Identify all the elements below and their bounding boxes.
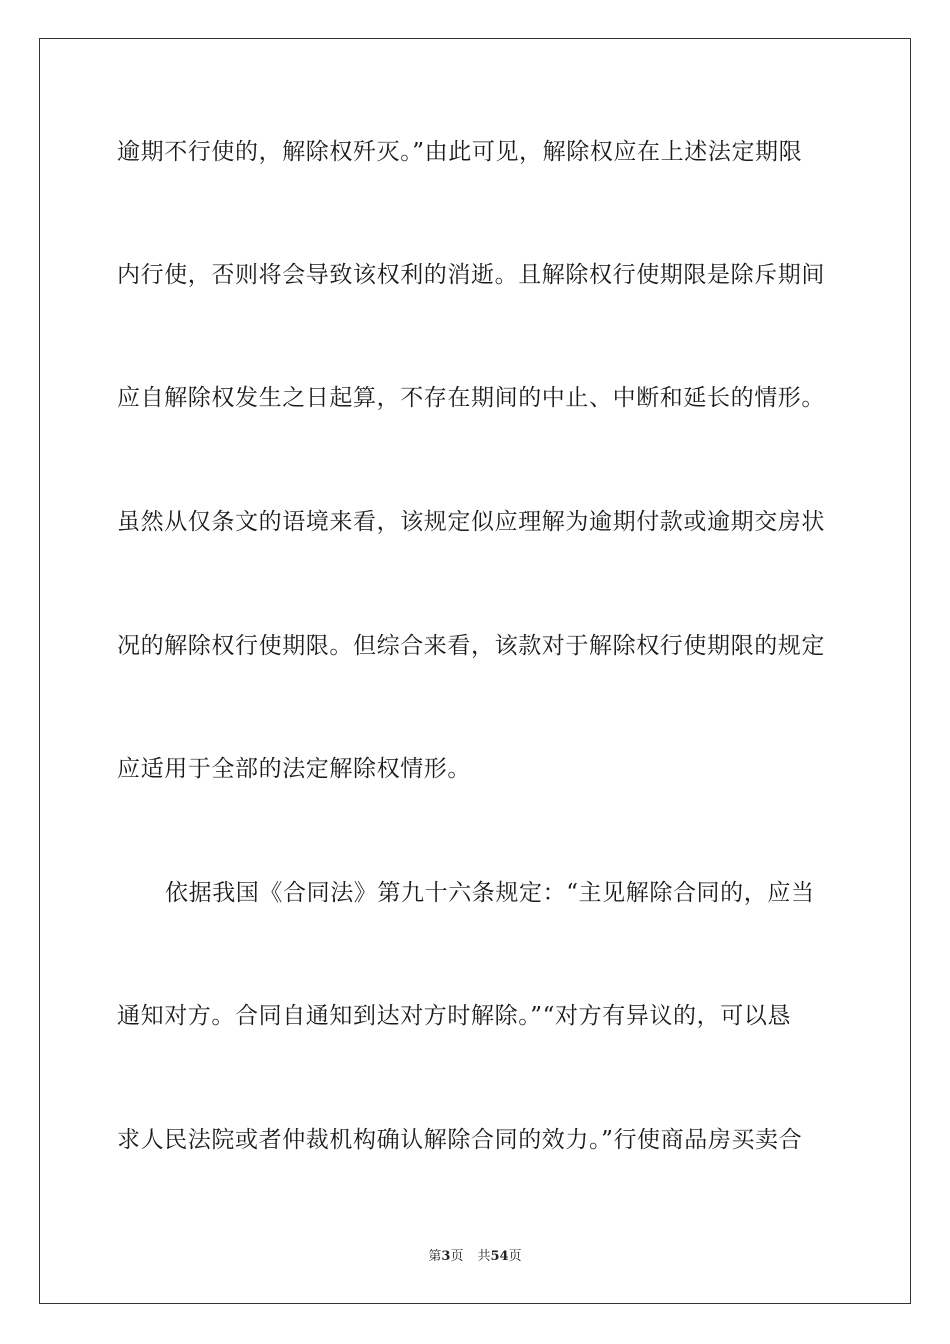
body-text-line: 应自解除权发生之日起算，不存在期间的中止、中断和延长的情形。: [117, 385, 825, 411]
body-text-line: 求人民法院或者仲裁机构确认解除合同的效力。”行使商品房买卖合: [117, 1127, 803, 1153]
page-border: [39, 38, 911, 1304]
page-footer: [0, 1248, 950, 1266]
page-label-prefix: 第: [428, 1249, 442, 1264]
total-pages: 54: [490, 1249, 509, 1264]
total-label-suffix: 页: [508, 1249, 522, 1264]
body-text-line: 通知对方。合同自通知到达对方时解除。”“对方有异议的，可以恳: [117, 1003, 792, 1029]
page-label-suffix: 页: [450, 1249, 464, 1264]
body-text-line: 内行使，否则将会导致该权利的消逝。且解除权行使期限是除斥期间: [117, 262, 825, 288]
page-number: 3: [441, 1249, 451, 1264]
body-text-line: 应适用于全部的法定解除权情形。: [117, 756, 471, 782]
body-text-line-indented: 依据我国《合同法》第九十六条规定：“主见解除合同的，应当: [165, 880, 815, 906]
body-text-line: 虽然从仅条文的语境来看，该规定似应理解为逾期付款或逾期交房状: [117, 509, 825, 535]
body-text-line: 况的解除权行使期限。但综合来看，该款对于解除权行使期限的规定: [117, 633, 825, 659]
total-label-prefix: 共: [477, 1249, 491, 1264]
body-text-line: 逾期不行使的，解除权歼灭。”由此可见，解除权应在上述法定期限: [117, 139, 803, 165]
